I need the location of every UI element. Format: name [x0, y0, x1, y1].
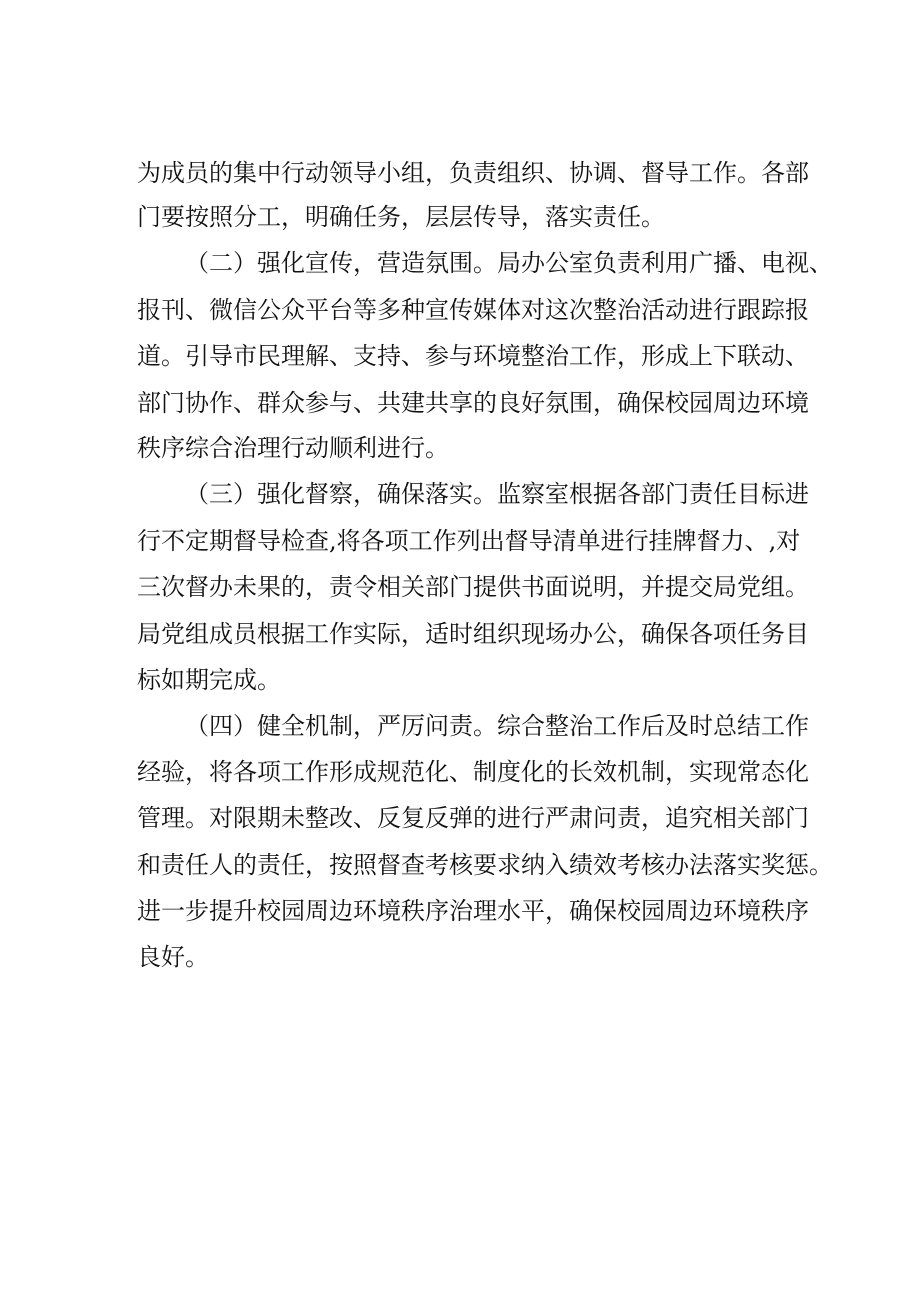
text-line: 秩序综合治理行动顺利进行。: [137, 434, 449, 462]
text-line: 部门协作、群众参与、共建共享的良好氛围，确保校园周边环境: [137, 389, 809, 417]
text-line: 标如期完成。: [137, 666, 281, 694]
text-line: 进一步提升校园周边环境秩序治理水平，确保校园周边环境秩序: [137, 897, 809, 925]
text-line: 行不定期督导检查,将各项工作列出督导清单进行挂牌督力、,对: [137, 527, 801, 555]
text-line: 良好。: [137, 943, 209, 971]
text-line: 门要按照分工，明确任务，层层传导，落实责任。: [137, 203, 665, 231]
text-line: （四）健全机制，严厉问责。综合整治工作后及时总结工作: [185, 712, 809, 740]
text-line: 和责任人的责任，按照督查考核要求纳入绩效考核办法落实奖惩。: [137, 851, 833, 879]
text-line: 报刊、微信公众平台等多种宣传媒体对这次整治活动进行跟踪报: [137, 296, 809, 324]
text-line: （二）强化宣传，营造氛围。局办公室负责利用广播、电视、: [185, 249, 833, 277]
text-line: 三次督办未果的，责令相关部门提供书面说明，并提交局党组。: [137, 573, 809, 601]
text-line: 管理。对限期未整改、反复反弹的进行严肃问责，追究相关部门: [137, 804, 809, 832]
text-line: 为成员的集中行动领导小组，负责组织、协调、督导工作。各部: [137, 159, 809, 187]
text-line: 经验，将各项工作形成规范化、制度化的长效机制，实现常态化: [137, 758, 809, 786]
text-line: 局党组成员根据工作实际，适时组织现场办公，确保各项任务目: [137, 620, 809, 648]
text-line: 道。引导市民理解、支持、参与环境整治工作，形成上下联动、: [137, 342, 809, 370]
text-line: （三）强化督察，确保落实。监察室根据各部门责任目标进: [185, 480, 809, 508]
